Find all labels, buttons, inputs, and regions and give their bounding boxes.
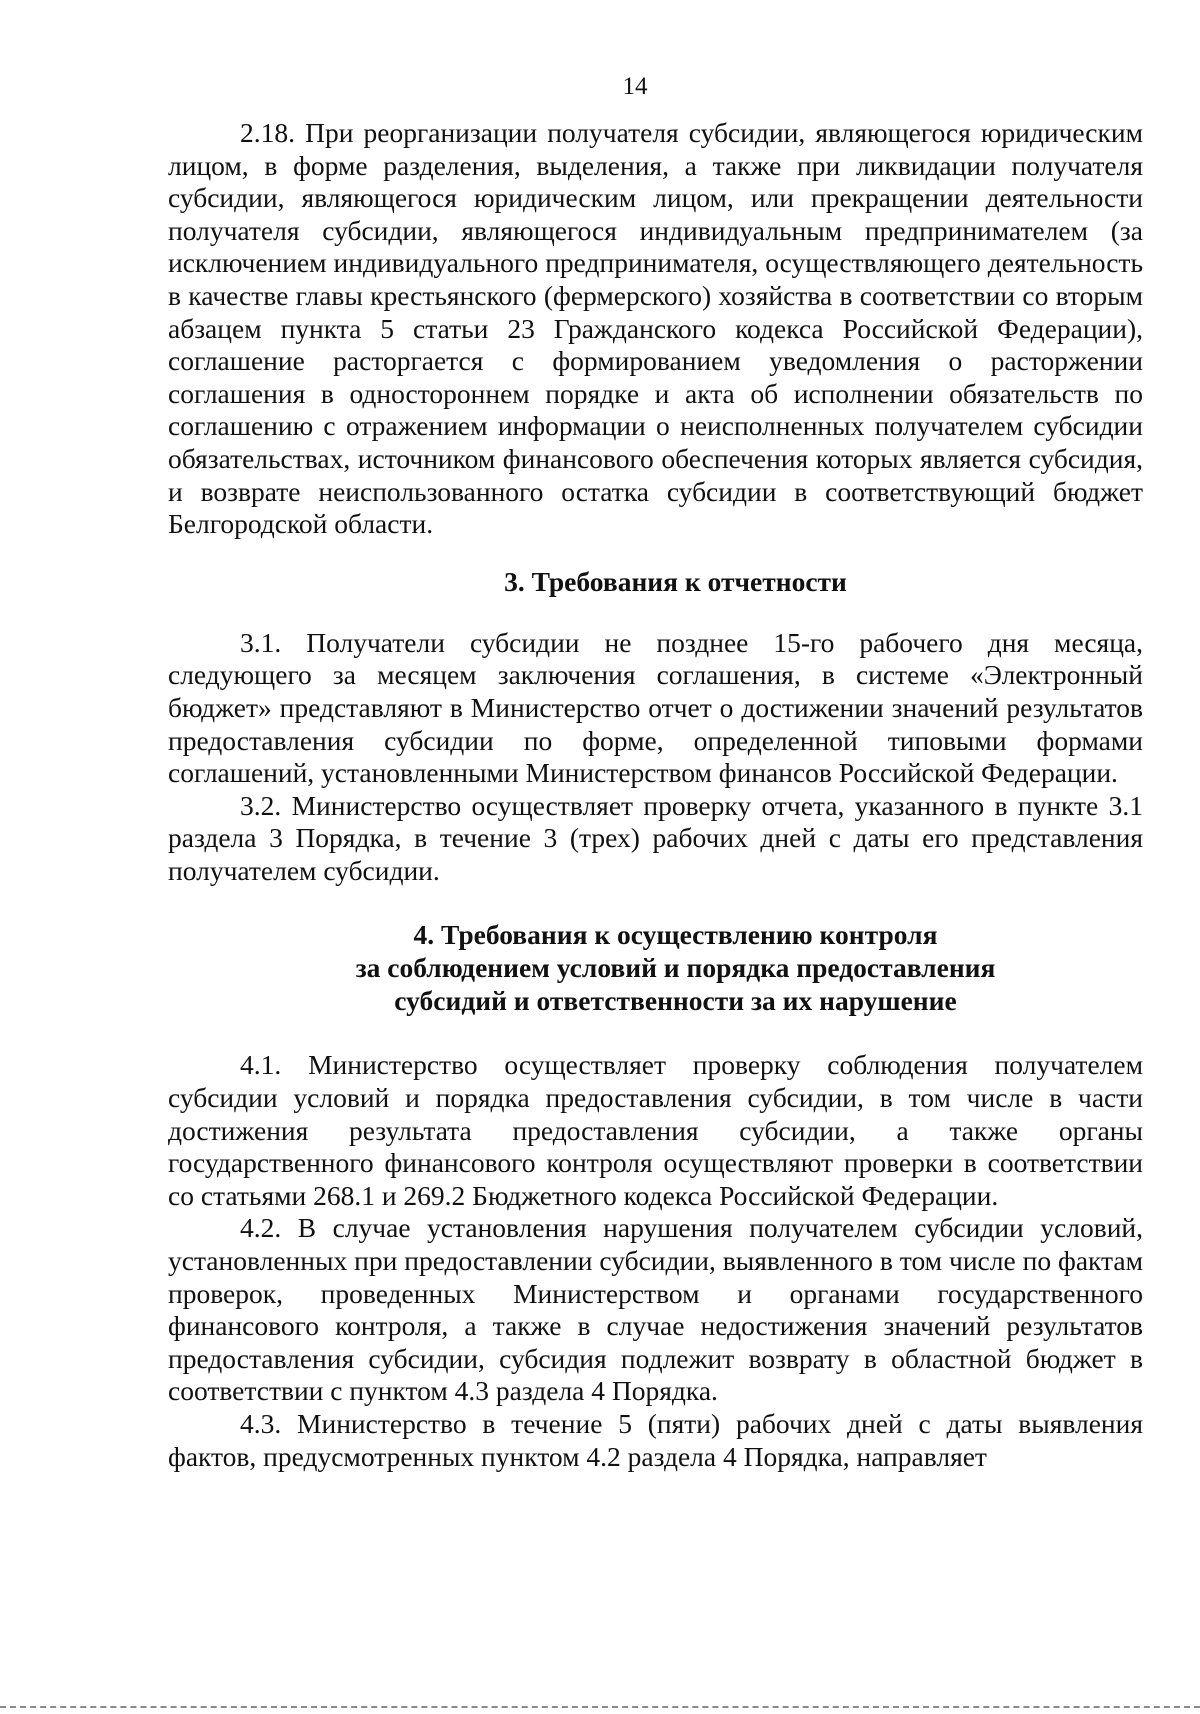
paragraph-4-1: 4.1. Министерство осуществляет проверку соблюдения получателем субсидии условий и порядка предоставления субсидии, в том числе в части достижения результата предоставления субсидии, а также органы государственного финансового контроля осуществляют проверки в соответствии со статьями 268.1 и 269.2 Бюджетного кодекса Российской Федерации. bbox=[168, 1049, 1143, 1211]
document-body bbox=[168, 117, 1143, 1473]
scan-edge-line bbox=[0, 1706, 1200, 1708]
section-4-heading-line-2: за соблюдением условий и порядка предоставления bbox=[355, 952, 996, 984]
section-3-heading: 3. Требования к отчетности bbox=[504, 565, 847, 597]
paragraph-3-2: 3.2. Министерство осуществляет проверку отчета, указанного в пункте 3.1 раздела 3 Порядка, в течение 3 (трех) рабочих дней с даты его представления получателем субсидии. bbox=[168, 789, 1143, 886]
paragraph-4-3: 4.3. Министерство в течение 5 (пяти) рабочих дней с даты выявления фактов, предусмотренных пунктом 4.2 раздела 4 Порядка, направляет bbox=[168, 1408, 1143, 1472]
page-number: 14 bbox=[622, 73, 648, 100]
paragraph-2-18: 2.18. При реорганизации получателя субсидии, являющегося юридическим лицом, в форме разделения, выделения, а также при ликвидации получателя субсидии, являющегося юридическим лицом, или прекращении деятельности получателя субсидии, являющегося индивидуальным предпринимателем (за исключением индивидуального предпринимателя, осуществляющего деятельность в качестве главы крестьянского (фермерского) хозяйства в соответствии со вторым абзацем пункта 5 статьи 23 Гражданского кодекса Российской Федерации), соглашение расторгается с формированием уведомления о расторжении соглашения в одностороннем порядке и акта об исполнении обязательств по соглашению с отражением информации о неисполненных получателем субсидии обязательствах, источником финансового обеспечения которых является субсидия, и возврате неиспользованного остатка субсидии в соответствующий бюджет Белгородской области. bbox=[168, 117, 1143, 540]
paragraph-4-2: 4.2. В случае установления нарушения получателем субсидии условий, установленных при предоставлении субсидии, выявленного в том числе по фактам проверок, проведенных Министерством и органами государственного финансового контроля, а также в случае недостижения значений результатов предоставления субсидии, субсидия подлежит возврату в областной бюджет в соответствии с пунктом 4.3 раздела 4 Порядка. bbox=[168, 1212, 1143, 1407]
section-4-heading-line-3: субсидий и ответственности за их нарушение bbox=[394, 985, 957, 1017]
section-4-heading bbox=[168, 918, 1143, 1017]
paragraph-3-1: 3.1. Получатели субсидии не позднее 15-го рабочего дня месяца, следующего за месяцем заключения соглашения, в системе «Электронный бюджет» представляют в Министерство отчет о достижении значений результатов предоставления субсидии по форме, определенной типовыми формами соглашений, установленными Министерством финансов Российской Федерации. bbox=[168, 626, 1143, 789]
section-4-heading-line-1: 4. Требования к осуществлению контроля bbox=[413, 919, 938, 951]
